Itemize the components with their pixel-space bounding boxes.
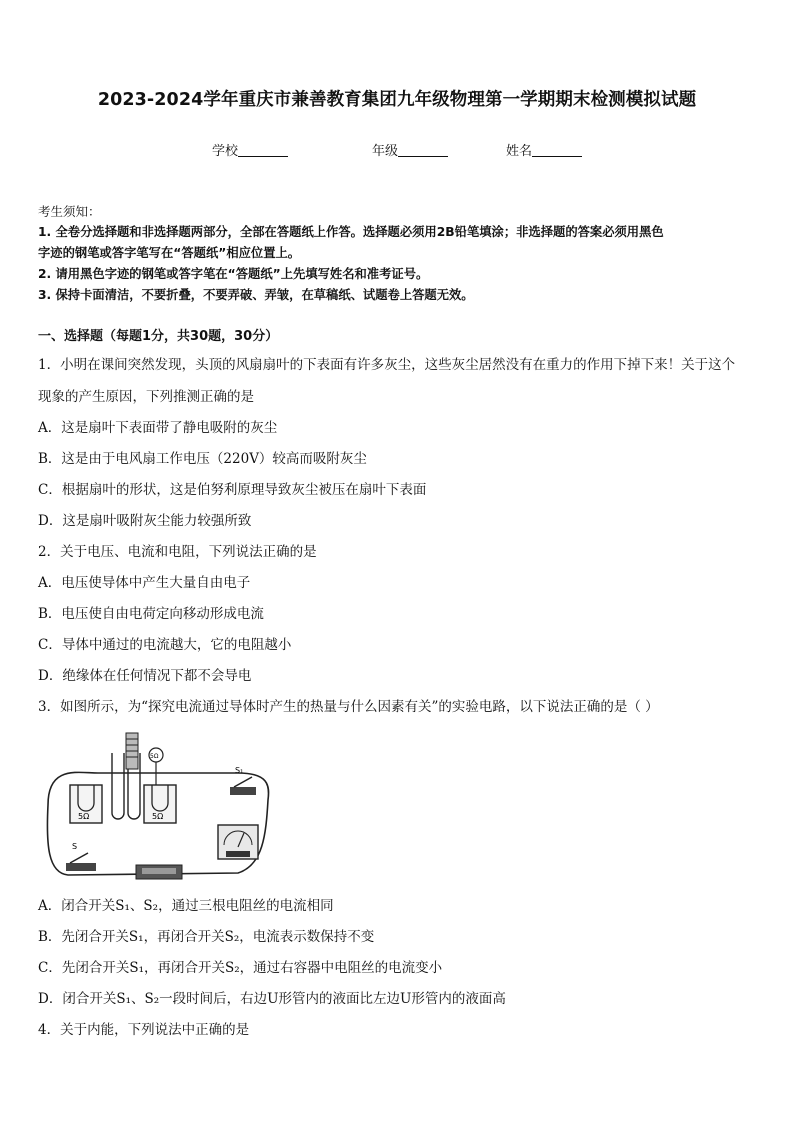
note-item: 字迹的钢笔或答字笔写在“答题纸”相应位置上。 (38, 246, 301, 260)
q1-option-c: C．根据扇叶的形状，这是伯努利原理导致灰尘被压在扇叶下表面 (38, 482, 427, 498)
q1-stem-line2: 现象的产生原因，下列推测正确的是 (38, 389, 254, 405)
exam-title: 2023-2024学年重庆市兼善教育集团九年级物理第一学期期末检测模拟试题 (97, 90, 697, 110)
grade-field (372, 140, 448, 159)
top-resistor (149, 748, 163, 785)
exam-notes (38, 201, 758, 306)
right-container (144, 785, 176, 823)
q2-option-a: A．电压使导体中产生大量自由电子 (38, 575, 251, 591)
u-tubes (112, 733, 140, 819)
q2-option-c: C．导体中通过的电流越大，它的电阻越小 (38, 637, 292, 653)
school-blank (238, 144, 288, 157)
grade-label: 年级 (372, 144, 399, 159)
circuit-diagram (38, 725, 278, 885)
q1-option-d: D．这是扇叶吸附灰尘能力较强所致 (38, 513, 252, 529)
switch-s-label: S (72, 842, 78, 851)
q1-option-b: B．这是由于电风扇工作电压（220V）较高而吸附灰尘 (38, 451, 367, 467)
switch-s (66, 842, 96, 871)
q3-option-c: C．先闭合开关S₁，再闭合开关S₂，通过右容器中电阻丝的电流变小 (38, 960, 443, 976)
switch-s1-label: S₁ (235, 766, 244, 775)
note-item: 3. 保持卡面清洁，不要折叠，不要弄破、弄皱，在草稿纸、试题卷上答题无效。 (38, 288, 474, 302)
q3-option-b: B．先闭合开关S₁，再闭合开关S₂，电流表示数保持不变 (38, 929, 375, 945)
school-label: 学校 (212, 144, 239, 159)
q2-option-b: B．电压使自由电荷定向移动形成电流 (38, 606, 264, 622)
left-container (70, 785, 102, 823)
q2-option-d: D．绝缘体在任何情况下都不会导电 (38, 668, 252, 684)
top-resistor-label: 5Ω (150, 753, 159, 760)
ammeter (218, 825, 258, 859)
power-supply (136, 865, 182, 879)
right-resistor-label: 5Ω (152, 812, 164, 821)
q3-option-a: A．闭合开关S₁、S₂，通过三根电阻丝的电流相同 (38, 898, 334, 914)
left-resistor-label: 5Ω (78, 812, 90, 821)
q1-stem-line1: 1．小明在课间突然发现，头顶的风扇扇叶的下表面有许多灰尘，这些灰尘居然没有在重力的作用下掉下来！关于这个 (38, 357, 736, 373)
section-title: 一、选择题（每题1分，共30题，30分） (38, 329, 279, 344)
note-item: 2. 请用黑色字迹的钢笔或答字笔在“答题纸”上先填写姓名和准考证号。 (38, 267, 429, 281)
note-item: 1. 全卷分选择题和非选择题两部分，全部在答题纸上作答。选择题必须用2B铅笔填涂；非选择题的答案必须用黑色 (38, 225, 664, 239)
q1-option-a: A．这是扇叶下表面带了静电吸附的灰尘 (38, 420, 278, 436)
q3-stem: 3．如图所示，为“探究电流通过导体时产生的热量与什么因素有关”的实验电路，以下说法正确的是（ ） (38, 699, 659, 715)
name-field (506, 140, 582, 159)
q4-stem: 4．关于内能，下列说法中正确的是 (38, 1022, 250, 1038)
q2-stem: 2．关于电压、电流和电阻，下列说法正确的是 (38, 544, 317, 560)
school-field (212, 140, 288, 159)
grade-blank (398, 144, 448, 157)
switch-s1 (230, 766, 256, 795)
notes-heading: 考生须知： (38, 204, 101, 219)
q3-option-d: D．闭合开关S₁、S₂一段时间后，右边U形管内的液面比左边U形管内的液面高 (38, 991, 506, 1007)
name-blank (532, 144, 582, 157)
name-label: 姓名 (506, 144, 533, 159)
